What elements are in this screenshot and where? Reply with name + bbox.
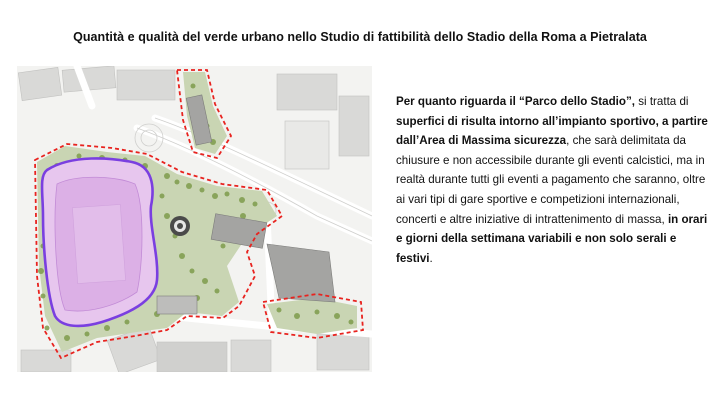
slide-title: Quantità e qualità del verde urbano nello Studio di fattibilità dello Stadio della Roma a Pietralata bbox=[73, 30, 647, 44]
text-run-3: . bbox=[429, 251, 433, 265]
highlight-surfaces: superfici di risulta intorno all’impianto sportivo, a partire dall’Area di Massima sicurezza bbox=[396, 114, 708, 148]
highlight-hours: in orari e giorni della settimana variabili e non solo serali e festivi bbox=[396, 212, 708, 265]
text-run-1: si tratta di bbox=[635, 95, 689, 108]
description-paragraph bbox=[396, 92, 712, 268]
round-tower bbox=[170, 216, 190, 236]
stadium-area bbox=[42, 158, 157, 326]
site-plan-map bbox=[17, 66, 372, 372]
text-run-2: , che sarà delimitata da chiusure e non accessibile durante gli eventi calcistici, ma in realtà durante tutti gli eventi a pagamento che saranno, oltre ai vari tipi di gare sportive e competizioni internazionali, concerti e altre iniziative di intrattenimento di massa, bbox=[396, 134, 706, 226]
intro-bold: Per quanto riguarda il “Parco dello Stadio”, bbox=[396, 95, 636, 108]
